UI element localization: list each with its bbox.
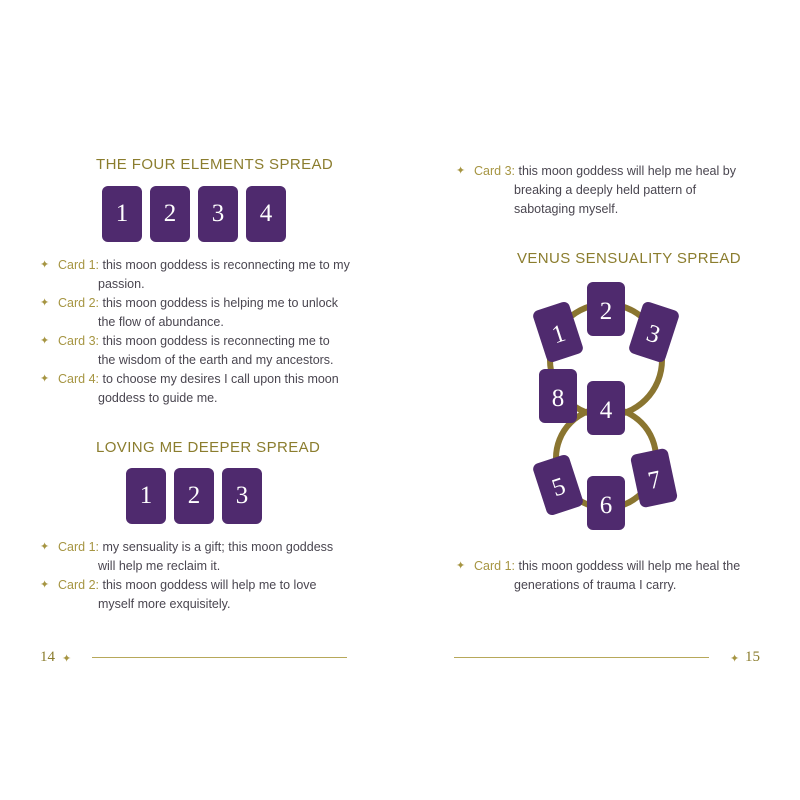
list-item	[40, 370, 350, 408]
sparkle-star-icon: ✦	[40, 373, 50, 385]
list-item	[40, 256, 350, 294]
card-number: 6	[599, 492, 613, 519]
sparkle-star-icon: ✦	[456, 560, 466, 572]
card-tile: 1	[126, 468, 166, 524]
card-tile	[539, 369, 577, 423]
card-number: 4	[599, 397, 613, 424]
sparkle-star-icon: ✦	[40, 579, 50, 591]
card-text: this moon goddess is reconnecting me to the wisdom of the earth and my ancestors.	[98, 334, 334, 367]
card-tile: 3	[198, 186, 238, 242]
card-tile: 4	[246, 186, 286, 242]
list-item	[40, 576, 350, 614]
card-number: 1	[548, 319, 569, 350]
card-tile: 3	[222, 468, 262, 524]
card-label: Card 3:	[474, 164, 515, 178]
card-number: 3	[643, 319, 664, 350]
card-number: 7	[645, 465, 664, 495]
card-tile	[587, 476, 625, 530]
loving-me-title: LOVING ME DEEPER SPREAD	[96, 439, 321, 456]
venus-title: VENUS SENSUALITY SPREAD	[517, 250, 741, 267]
sparkle-star-icon: ✦	[730, 653, 740, 665]
card-label: Card 3:	[58, 334, 99, 348]
card-tile	[587, 282, 625, 336]
card-text: to choose my desires I call upon this moon goddess to guide me.	[98, 372, 339, 405]
venus-list	[456, 557, 756, 595]
list-item	[456, 162, 756, 219]
card-tile	[532, 453, 585, 516]
sparkle-star-icon: ✦	[40, 335, 50, 347]
venus-spread-diagram	[400, 275, 800, 535]
card-text: this moon goddess is reconnecting me to my passion.	[98, 258, 350, 291]
list-item	[40, 294, 350, 332]
page-number: 14	[40, 649, 55, 665]
card-label: Card 4:	[58, 372, 99, 386]
top-card-list	[456, 162, 756, 219]
loving-me-list	[40, 538, 350, 614]
four-elements-cards	[102, 186, 286, 242]
sparkle-star-icon: ✦	[40, 297, 50, 309]
loving-me-cards	[126, 468, 262, 524]
right-page	[400, 0, 800, 800]
sparkle-star-icon: ✦	[40, 541, 50, 553]
card-label: Card 1:	[474, 559, 515, 573]
card-tile: 2	[150, 186, 190, 242]
four-elements-title: THE FOUR ELEMENTS SPREAD	[96, 156, 334, 173]
list-item	[40, 538, 350, 576]
card-text: this moon goddess is helping me to unlock the flow of abundance.	[98, 296, 339, 329]
list-item	[456, 557, 756, 595]
card-label: Card 1:	[58, 540, 99, 554]
card-tile	[587, 381, 625, 435]
sparkle-star-icon: ✦	[456, 165, 466, 177]
page-number: 15	[745, 649, 760, 665]
card-label: Card 1:	[58, 258, 99, 272]
card-text: this moon goddess will help me heal by breaking a deeply held pattern of sabotaging myself.	[514, 164, 736, 216]
sparkle-star-icon: ✦	[40, 259, 50, 271]
four-elements-list	[40, 256, 350, 408]
card-label: Card 2:	[58, 578, 99, 592]
card-tile: 1	[102, 186, 142, 242]
footer-divider	[454, 657, 709, 658]
card-text: this moon goddess will help me to love myself more exquisitely.	[98, 578, 317, 611]
card-label: Card 2:	[58, 296, 99, 310]
footer-divider	[92, 657, 347, 658]
list-item	[40, 332, 350, 370]
card-text: my sensuality is a gift; this moon goddess will help me reclaim it.	[98, 540, 334, 573]
card-number: 8	[551, 385, 565, 412]
card-number: 5	[548, 472, 569, 503]
card-text: this moon goddess will help me heal the generations of trauma I carry.	[514, 559, 741, 592]
card-tile: 2	[174, 468, 214, 524]
sparkle-star-icon: ✦	[62, 653, 72, 665]
card-number: 2	[599, 298, 613, 325]
